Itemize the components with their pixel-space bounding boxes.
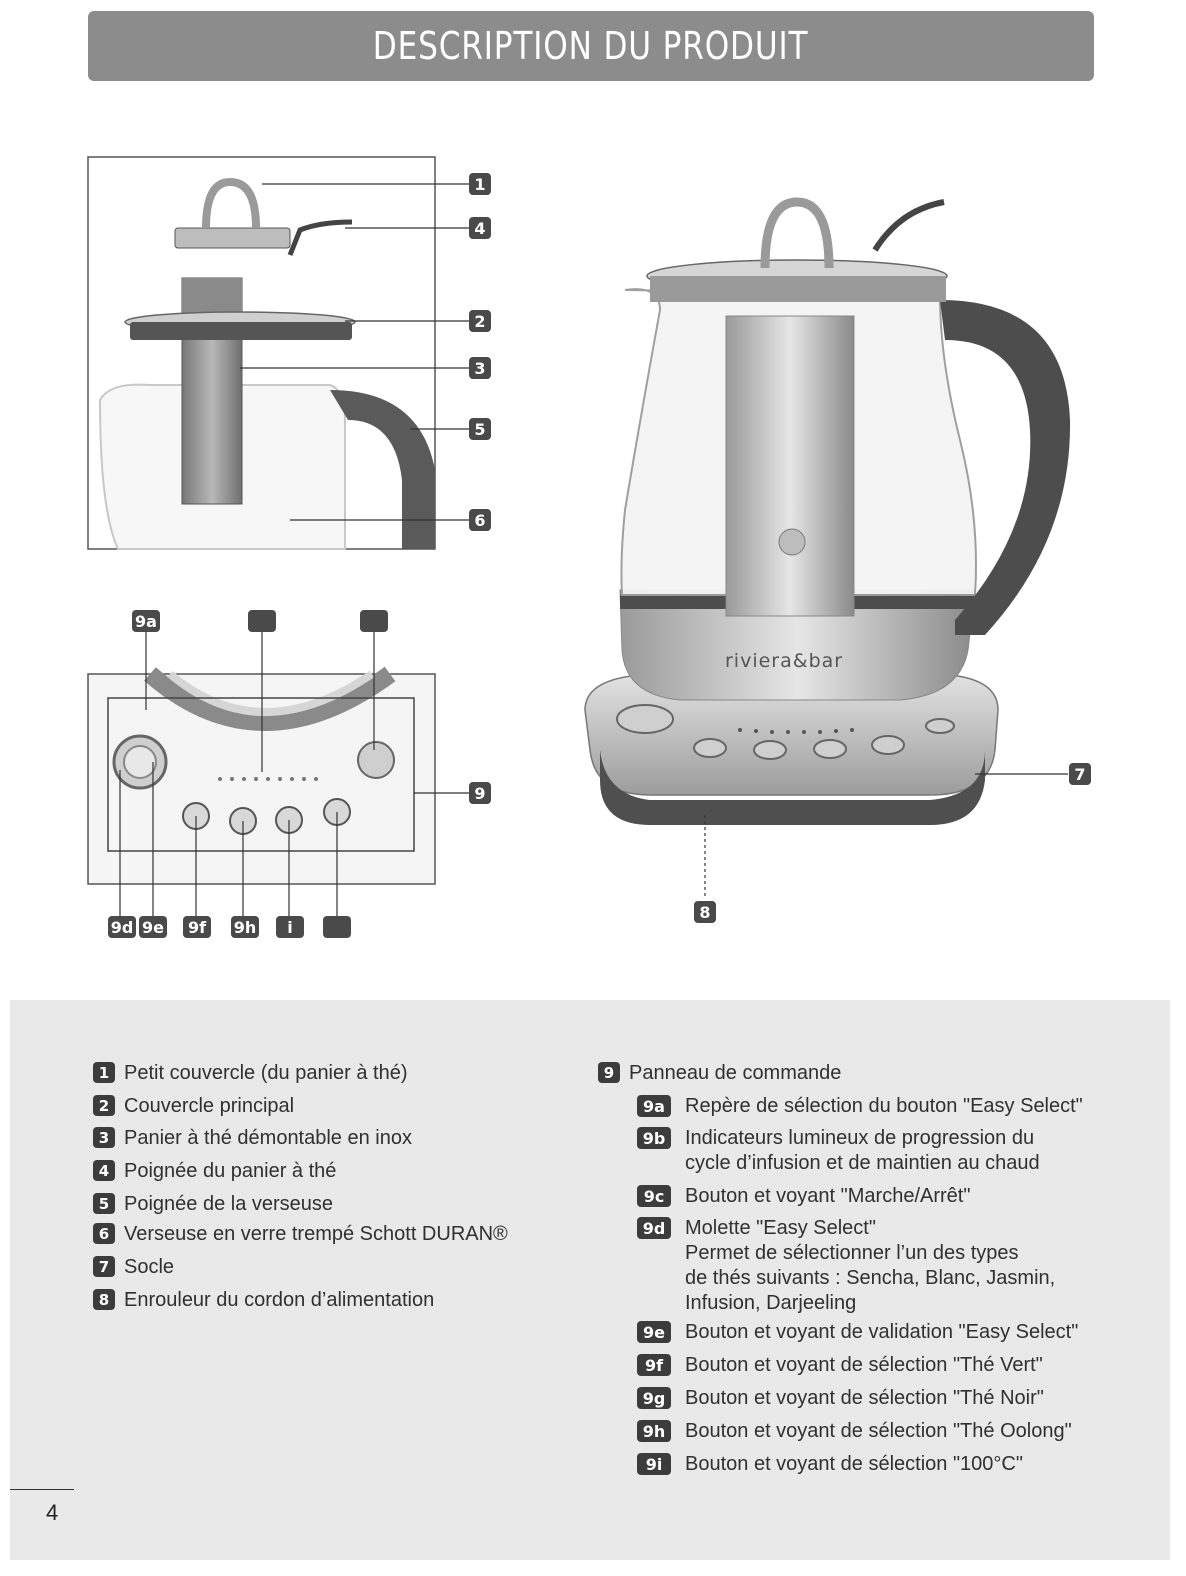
- legend-number: 9e: [637, 1321, 671, 1343]
- legend-number: 9g: [637, 1387, 671, 1409]
- callout-9e: 9e: [139, 916, 167, 938]
- legend-item-7: [93, 1255, 174, 1280]
- legend-item-2: [93, 1094, 294, 1119]
- legend-item-4: [93, 1159, 336, 1184]
- legend-item-9c: [637, 1184, 970, 1209]
- exploded-view: [88, 157, 470, 549]
- callout-4: 4: [469, 217, 491, 239]
- callout-9h: 9h: [231, 916, 259, 938]
- legend-text: Poignée de la verseuse: [124, 1193, 334, 1215]
- legend-item-1: [93, 1061, 408, 1086]
- legend-number: 9b: [637, 1127, 671, 1149]
- legend-number: 2: [93, 1095, 115, 1116]
- legend-number: 5: [93, 1193, 115, 1214]
- callout-1: 1: [469, 173, 491, 195]
- legend-text: Socle: [124, 1256, 175, 1278]
- legend-text: Bouton et voyant de validation "Easy Select": [685, 1321, 1079, 1343]
- legend-number: 3: [93, 1127, 115, 1148]
- callout-7: 7: [1069, 763, 1091, 785]
- legend-text: Poignée du panier à thé: [124, 1160, 337, 1182]
- legend-text: Panier à thé démontable en inox: [124, 1127, 412, 1149]
- legend-number: 9h: [637, 1420, 671, 1442]
- page-header: [88, 11, 1094, 81]
- legend-number: 9i: [637, 1453, 671, 1475]
- callout-6: 6: [469, 509, 491, 531]
- legend-item-9a: [637, 1094, 1083, 1119]
- callout-9i: i: [276, 916, 304, 938]
- legend-item-3: [93, 1126, 412, 1151]
- legend-number: 9d: [637, 1217, 671, 1239]
- callout-9j: [323, 916, 351, 938]
- page-title: DESCRIPTION DU PRODUIT: [373, 24, 809, 68]
- legend-number: 9a: [637, 1095, 671, 1117]
- legend-text: Indicateurs lumineux de progression du cycle d’infusion et de maintien au chaud: [685, 1127, 1040, 1174]
- legend-text: Bouton et voyant de sélection "100°C": [685, 1453, 1023, 1475]
- legend-item-9g: [637, 1386, 1044, 1411]
- legend-number: 9c: [637, 1185, 671, 1207]
- callout-3: 3: [469, 357, 491, 379]
- legend-item-5: [93, 1192, 333, 1217]
- callout-9a: 9a: [132, 610, 160, 632]
- legend-item-9d: [637, 1216, 1055, 1316]
- legend-text: Bouton et voyant de sélection "Thé Noir": [685, 1387, 1044, 1409]
- legend-number: 9f: [637, 1354, 671, 1376]
- callout-9c: [360, 610, 388, 632]
- legend-text: Petit couvercle (du panier à thé): [124, 1062, 408, 1084]
- legend-text: Panneau de commande: [629, 1062, 842, 1084]
- legend-item-9f: [637, 1353, 1043, 1378]
- legend-item-8: [93, 1288, 434, 1313]
- legend-number: 1: [93, 1062, 115, 1083]
- legend-text: Repère de sélection du bouton "Easy Select": [685, 1095, 1083, 1117]
- legend-text: Bouton et voyant "Marche/Arrêt": [685, 1185, 971, 1207]
- legend-item-6: [93, 1222, 508, 1247]
- legend-text: Verseuse en verre trempé Schott DURAN®: [124, 1223, 508, 1245]
- page-number-rule: [10, 1489, 74, 1490]
- callout-9b: [248, 610, 276, 632]
- assembled-kettle: [585, 202, 1070, 898]
- legend-text: Molette "Easy Select" Permet de sélectionner l’un des types de thés suivants : Sencha, Blanc, Jasmin, Infusion, Darjeeling: [685, 1217, 1056, 1314]
- legend-number: 4: [93, 1160, 115, 1181]
- callout-9d: 9d: [108, 916, 136, 938]
- legend-item-9h: [637, 1419, 1072, 1444]
- brand-logo: riviera&bar: [725, 650, 844, 672]
- legend-panel: [10, 1000, 1170, 1560]
- legend-number: 9: [598, 1062, 620, 1083]
- legend-text: Bouton et voyant de sélection "Thé Vert": [685, 1354, 1043, 1376]
- legend-text: Enrouleur du cordon d’alimentation: [124, 1289, 435, 1311]
- callout-9: 9: [469, 782, 491, 804]
- legend-item-9i: [637, 1452, 1023, 1477]
- page-number: 4: [46, 1500, 59, 1525]
- kettle-drawings: [0, 90, 1186, 1000]
- callout-2: 2: [469, 310, 491, 332]
- legend-number: 8: [93, 1289, 115, 1310]
- product-illustrations: [0, 90, 1186, 1000]
- callout-8: 8: [694, 901, 716, 923]
- legend-number: 6: [93, 1223, 115, 1244]
- callout-9f: 9f: [183, 916, 211, 938]
- legend-number: 7: [93, 1256, 115, 1277]
- legend-item-9: [598, 1061, 841, 1086]
- legend-item-9b: [637, 1126, 1040, 1176]
- legend-text: Couvercle principal: [124, 1095, 295, 1117]
- callout-5: 5: [469, 418, 491, 440]
- control-panel-view: [88, 632, 470, 916]
- legend-item-9e: [637, 1320, 1078, 1345]
- legend-text: Bouton et voyant de sélection "Thé Oolong": [685, 1420, 1072, 1442]
